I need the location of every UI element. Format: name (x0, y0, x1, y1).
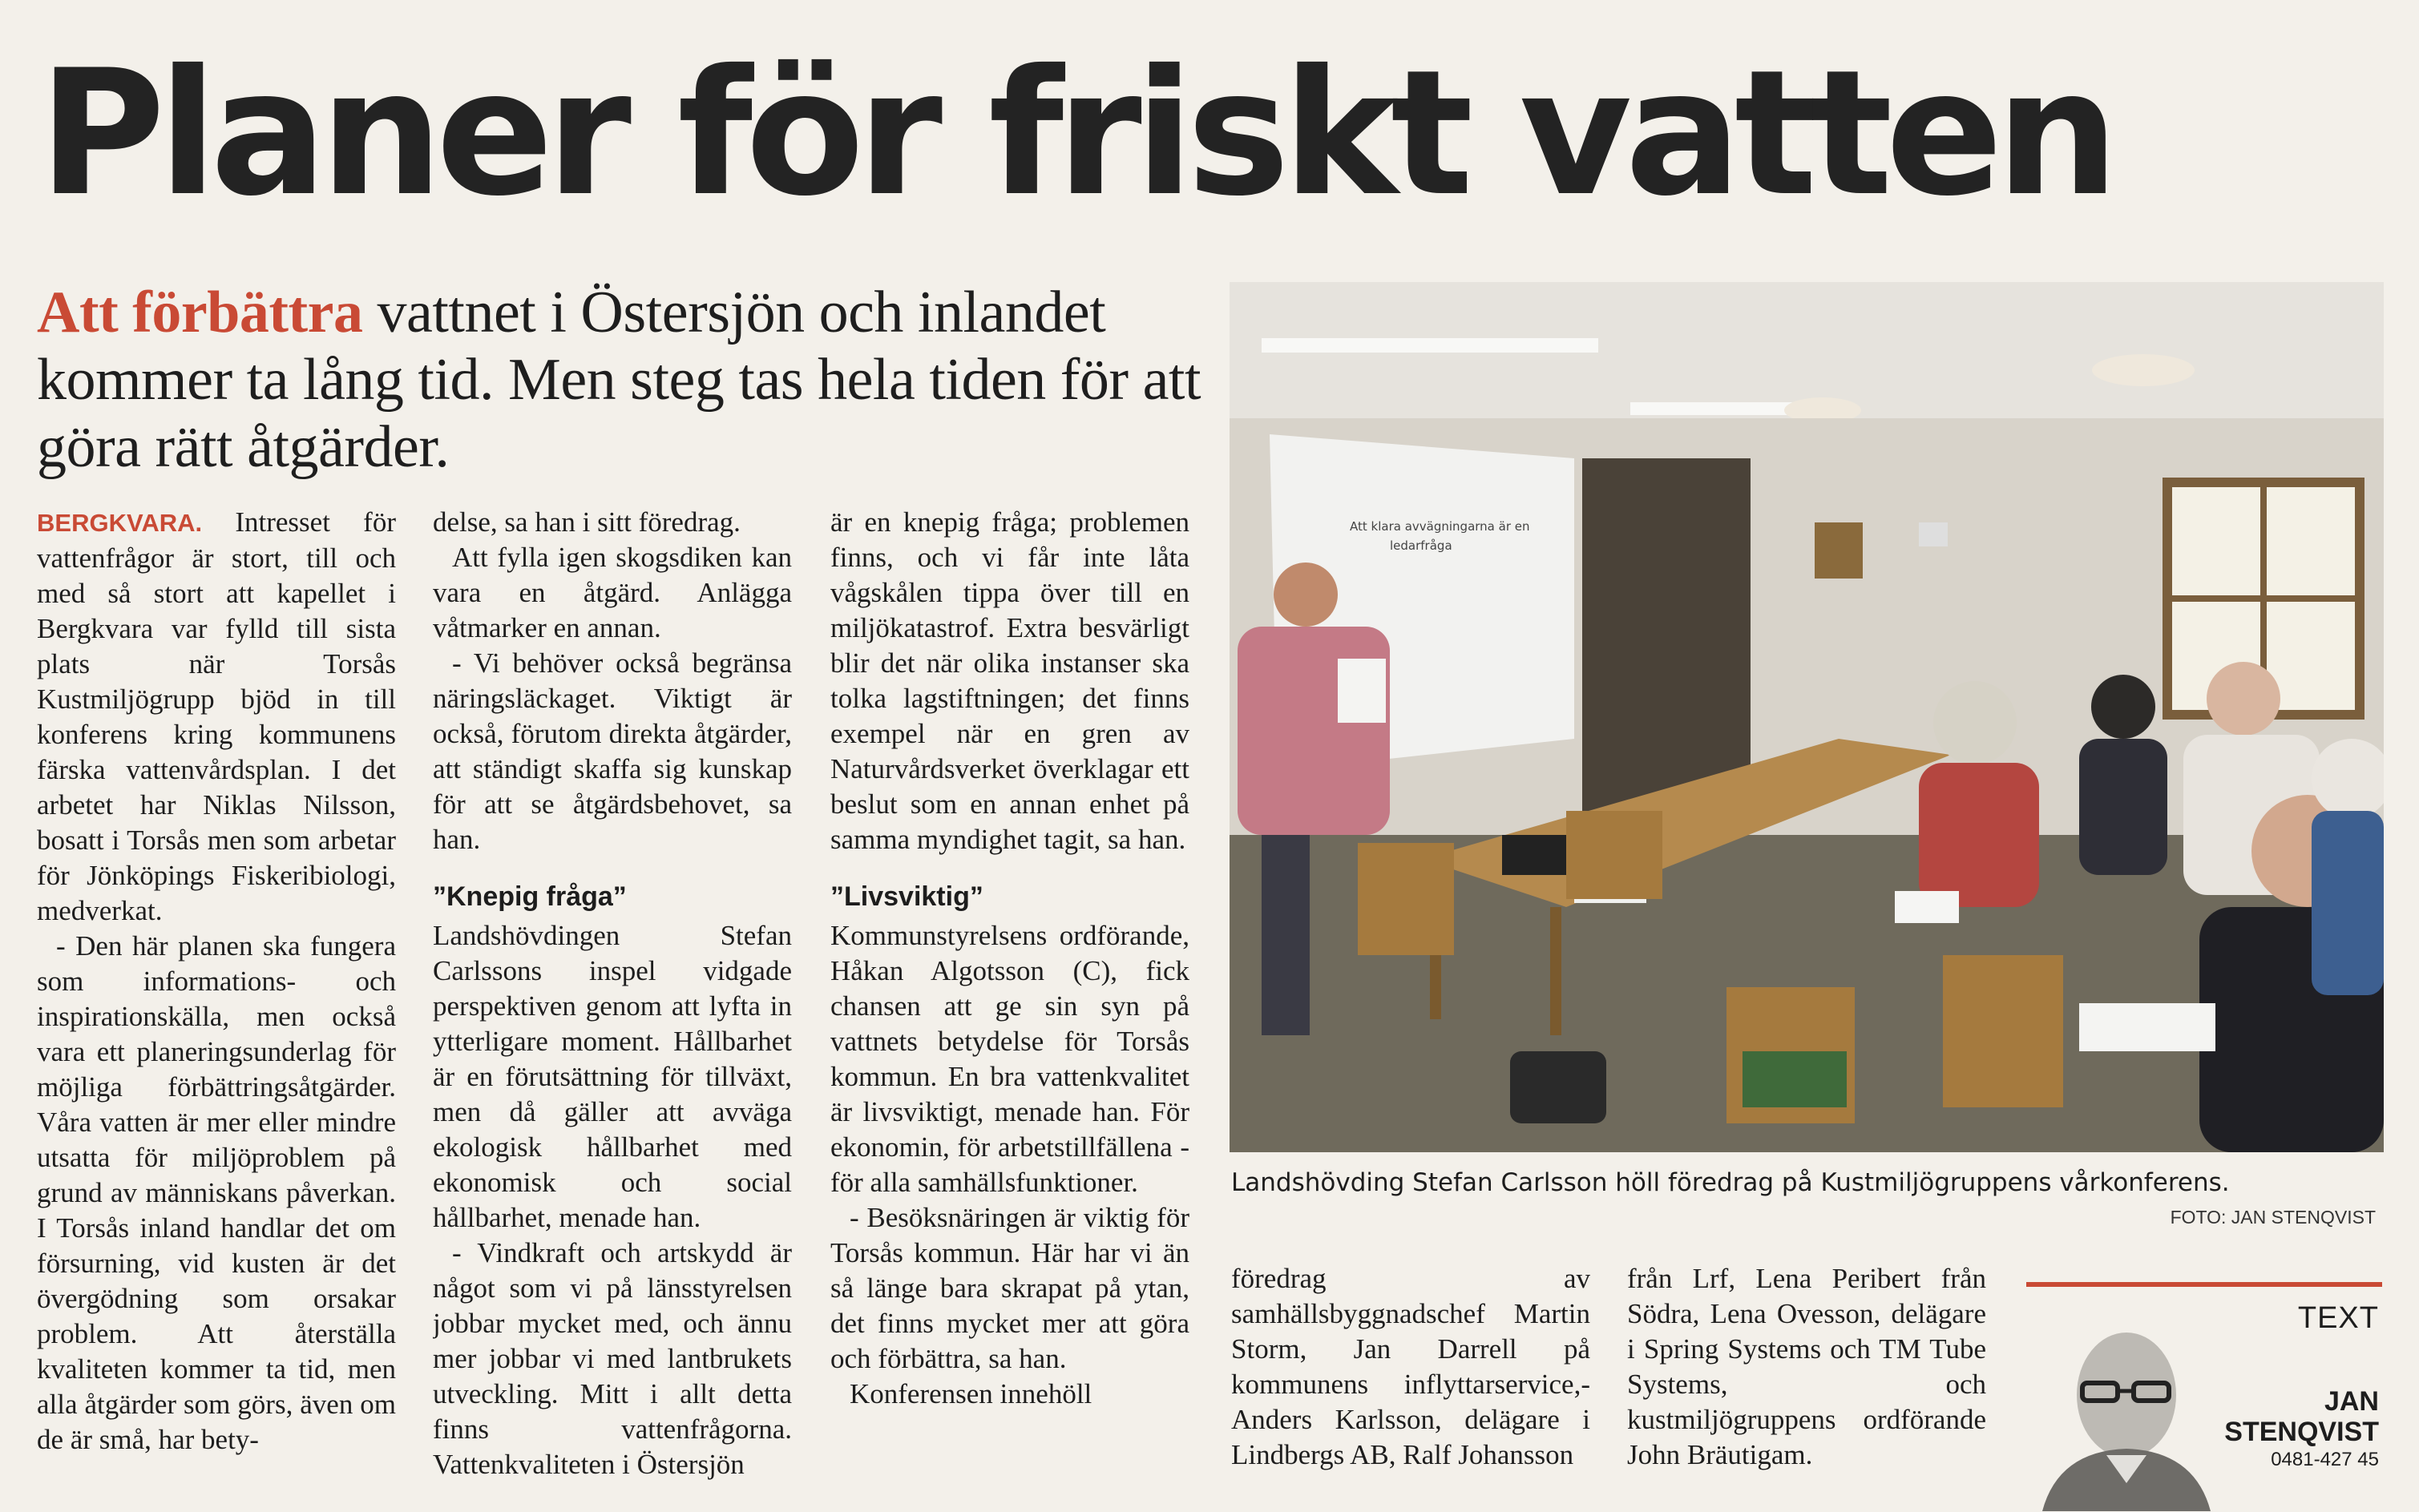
ingress-rest: vattnet i Östersjön och inlandet kommer ta lång tid. Men steg tas hela tiden för att göra rätt åtgärder. (37, 280, 1201, 480)
paragraph: - Vindkraft och artskydd är något som vi på länsstyrelsen jobbar mycket med, och ännu mer jobbar vi med lantbrukets utveckling. Mitt i allt detta finns vattenfrågorna. Vattenkvaliteten i Östersjön (433, 1237, 792, 1480)
paragraph: är en knepig fråga; problemen finns, och vi får inte låta vågskålen tippa över till en miljökatastrof. Extra besvärligt blir det när olika instanser ska tolka lagstiftningen; det finns exempel när en gren av Naturvårdsverket överklagar ett beslut som en annan enhet på samma myndighet tagit, sa han. (830, 506, 1189, 855)
ingress-lead: Att förbättra (37, 280, 363, 345)
byline-phone: 0481-427 45 (2271, 1449, 2379, 1470)
byline-box (2026, 1282, 2382, 1511)
paragraph: Att fylla igen skogsdiken kan vara en åtgärd. Anlägga våtmarker en annan. (433, 542, 792, 643)
paragraph: - Den här planen ska fungera som informations- och inspirationskälla, men också vara ett planeringsunderlag för möjliga förbättringsåtgärder. Våra vatten är mer eller mindre utsatta för miljöproblem på grund av människans påverkan. I Torsås inland handlar det om försurning, vid kusten är det övergödning som orsakar problem. Att återställa kvaliteten kommer ta tid, men alla åtgärder som görs, även om de är små, har bety- (37, 930, 396, 1455)
conference-photo (1230, 282, 2384, 1152)
body-column-2 (433, 505, 792, 1490)
slide-text-2: ledarfråga (1390, 538, 1452, 553)
photo-caption: Landshövding Stefan Carlsson höll föredrag på Kustmiljögruppens vårkonferens. (1231, 1168, 2230, 1197)
paragraph: - Besöksnäringen är viktig för Torsås kommun. Här har vi än så länge bara skrapat på ytan, det finns mycket mer att göra och förbättra, sa han. (830, 1202, 1189, 1374)
subheading-livsviktig: ”Livsviktig” (830, 881, 983, 912)
photo-credit: FOTO: JAN STENQVIST (2170, 1207, 2376, 1228)
photo-illustration (1230, 282, 2384, 1152)
paragraph: - Vi behöver också begränsa näringsläckaget. Viktigt är också, förutom direkta åtgärder, att ständigt skaffa sig kunskap för att se åtgärdsbehovet, sa han. (433, 647, 792, 855)
dateline-place: BERGKVARA. (37, 509, 203, 537)
paragraph: Konferensen innehöll (850, 1378, 1092, 1409)
slide-text-1: Att klara avvägningarna är en (1350, 519, 1530, 534)
byline-name (2224, 1386, 2379, 1447)
body-column-1 (37, 505, 396, 1490)
byline-role: TEXT (2297, 1301, 2379, 1335)
ingress (37, 279, 1207, 481)
author-portrait (2034, 1311, 2219, 1511)
body-column-3 (830, 505, 1189, 1490)
paragraph: Kommunstyrelsens ordförande, Håkan Algotsson (C), fick chansen att ge sin syn på vattnets betydelse för Torsås kommun. En bra vattenkvalitet är livsviktigt, menade han. För ekonomin, för arbetstillfällena - för alla samhällsfunktioner. (830, 920, 1189, 1198)
paragraph: Landshövdingen Stefan Carlssons inspel vidgade perspektiven genom att lyfta in ytterligare moment. Hållbarhet är en förutsättning för tillväxt, men då gäller att avväga ekologisk hållbarhet med ekonomisk och social hållbarhet, menade han. (433, 920, 792, 1233)
paragraph (37, 505, 396, 929)
paragraph-text: Intresset för vattenfrågor är stort, till och med så stort att kapellet i Bergkvara var fylld till sista plats när Torsås Kustmiljögrupp bjöd in till konferens kring kommunens färska vattenvårdsplan. I det arbetet har Niklas Nilsson, bosatt i Torsås men som arbetar för Jönköpings Fiskeribiologi, medverkat. (37, 506, 396, 926)
byline-first-name: JAN (2324, 1386, 2379, 1417)
body-column-5: från Lrf, Lena Peribert från Södra, Lena Ovesson, delägare i Spring Systems och TM Tube Systems, och kustmiljögruppens ordförande John Bräutigam. (1627, 1263, 1986, 1470)
byline-last-name: STENQVIST (2224, 1417, 2379, 1447)
body-column-4: föredrag av samhällsbyggnadschef Martin Storm, Jan Darrell på kommunens inflyttarservice,- Anders Karlsson, delägare i Lindbergs AB, Ralf Johansson (1231, 1263, 1590, 1470)
subheading-knepig-fraga: ”Knepig fråga” (433, 881, 627, 912)
paragraph: delse, sa han i sitt föredrag. (433, 506, 741, 538)
headline: Planer för friskt vatten (38, 33, 2112, 234)
